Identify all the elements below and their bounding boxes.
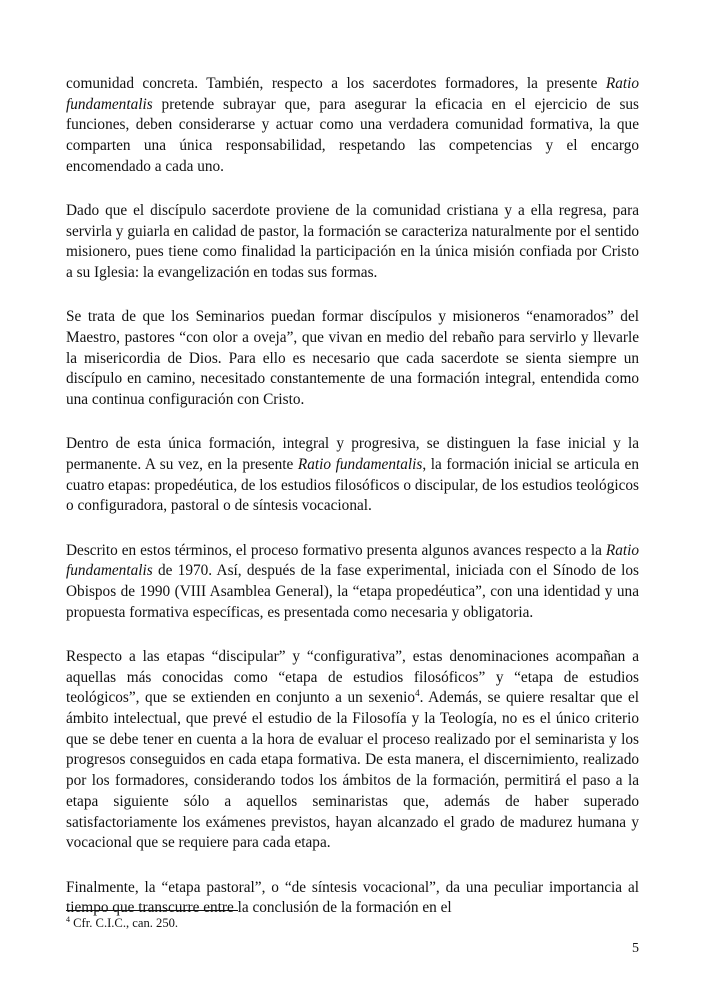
text-run: Finalmente, la “etapa pastoral”, o “de síntesis vocacional”, da una peculiar importancia al tiempo que transcurre entre la conclusión de la formación en el bbox=[66, 878, 639, 917]
text-run: Descrito en estos términos, el proceso formativo presenta algunos avances respecto a la bbox=[66, 541, 606, 559]
italic-title: Ratio fundamentalis bbox=[297, 456, 423, 474]
paragraph bbox=[66, 647, 639, 854]
footnote-reference: 4 bbox=[415, 688, 420, 699]
paragraph bbox=[66, 201, 639, 284]
paragraph bbox=[66, 878, 639, 919]
paragraph bbox=[66, 74, 639, 178]
italic-title: Ratio fundamentalis bbox=[66, 541, 639, 580]
footnote-divider bbox=[66, 910, 238, 911]
document-body bbox=[66, 74, 639, 942]
text-run: . Además, se quiere resaltar que el ámbito intelectual, que prevé el estudio de la Filosofía y la Teología, no es el único criterio que se debe tener en cuenta a la hora de evaluar el proceso realizado por el seminarista y los progresos conseguidos en cada etapa formativa. De esta manera, el discernimiento, realizado por los formadores, considerando todos los ámbitos de la formación, permitirá el paso a la etapa siguiente sólo a aquellos seminaristas que, además de haber superado satisfactoriamente los exámenes previstos, hayan alcanzado el grado de madurez humana y vocacional que se requiere para cada etapa. bbox=[66, 689, 639, 852]
footnote-marker: 4 bbox=[66, 915, 70, 924]
text-run: , la formación inicial se articula en cuatro etapas: propedéutica, de los estudios filosóficos o discipular, de los estudios teológicos o configuradora, pastoral o de síntesis vocacional. bbox=[66, 456, 639, 515]
italic-title: Ratio fundamentalis bbox=[66, 75, 639, 113]
footnote-text: Cfr. C.I.C., can. 250. bbox=[70, 916, 179, 930]
paragraph bbox=[66, 434, 639, 517]
text-run: pretende subrayar que, para asegurar la eficacia en el ejercicio de sus funciones, deben considerarse y actuar como una verdadera comunidad formativa, la que comparten una única responsabilidad, respetando las competencias y el encargo encomendado a cada uno. bbox=[66, 95, 639, 175]
text-run: comunidad concreta. También, respecto a los sacerdotes formadores, la presente bbox=[66, 75, 606, 92]
paragraph bbox=[66, 307, 639, 411]
text-run: Dentro de esta única formación, integral y progresiva, se distinguen la fase inicial y la permanente. A su vez, en la presente bbox=[66, 435, 639, 474]
text-run: Respecto a las etapas “discipular” y “configurativa”, estas denominaciones acompañan a aquellas más conocidas como “etapa de estudios filosóficos” y “etapa de estudios teológicos”, que se extienden en conjunto a un sexenio bbox=[66, 647, 639, 707]
text-run: Se trata de que los Seminarios puedan formar discípulos y misioneros “enamorados” del Maestro, pastores “con olor a oveja”, que vivan en medio del rebaño para servirlo y llevarle la misericordia de Dios. Para ello es necesario que cada sacerdote se sienta siempre un discípulo en camino, necesitado constantemente de una formación integral, entendida como una continua configuración con Cristo. bbox=[66, 308, 639, 409]
text-run: Dado que el discípulo sacerdote proviene de la comunidad cristiana y a ella regresa, para servirla y guiarla en calidad de pastor, la formación se caracteriza naturalmente por el sentido misionero, pues tiene como finalidad la participación en la única misión confiada por Cristo a su Iglesia: la evangelización en todas sus formas. bbox=[66, 202, 639, 282]
page-number: 5 bbox=[632, 941, 639, 956]
text-run: de 1970. Así, después de la fase experimental, iniciada con el Sínodo de los Obispos de 1990 (VIII Asamblea General), la “etapa propedéutica”, con una identidad y una propuesta formativa específicas, es presentada como necesaria y obligatoria. bbox=[66, 562, 639, 621]
paragraph bbox=[66, 541, 639, 624]
footnote bbox=[66, 915, 178, 931]
